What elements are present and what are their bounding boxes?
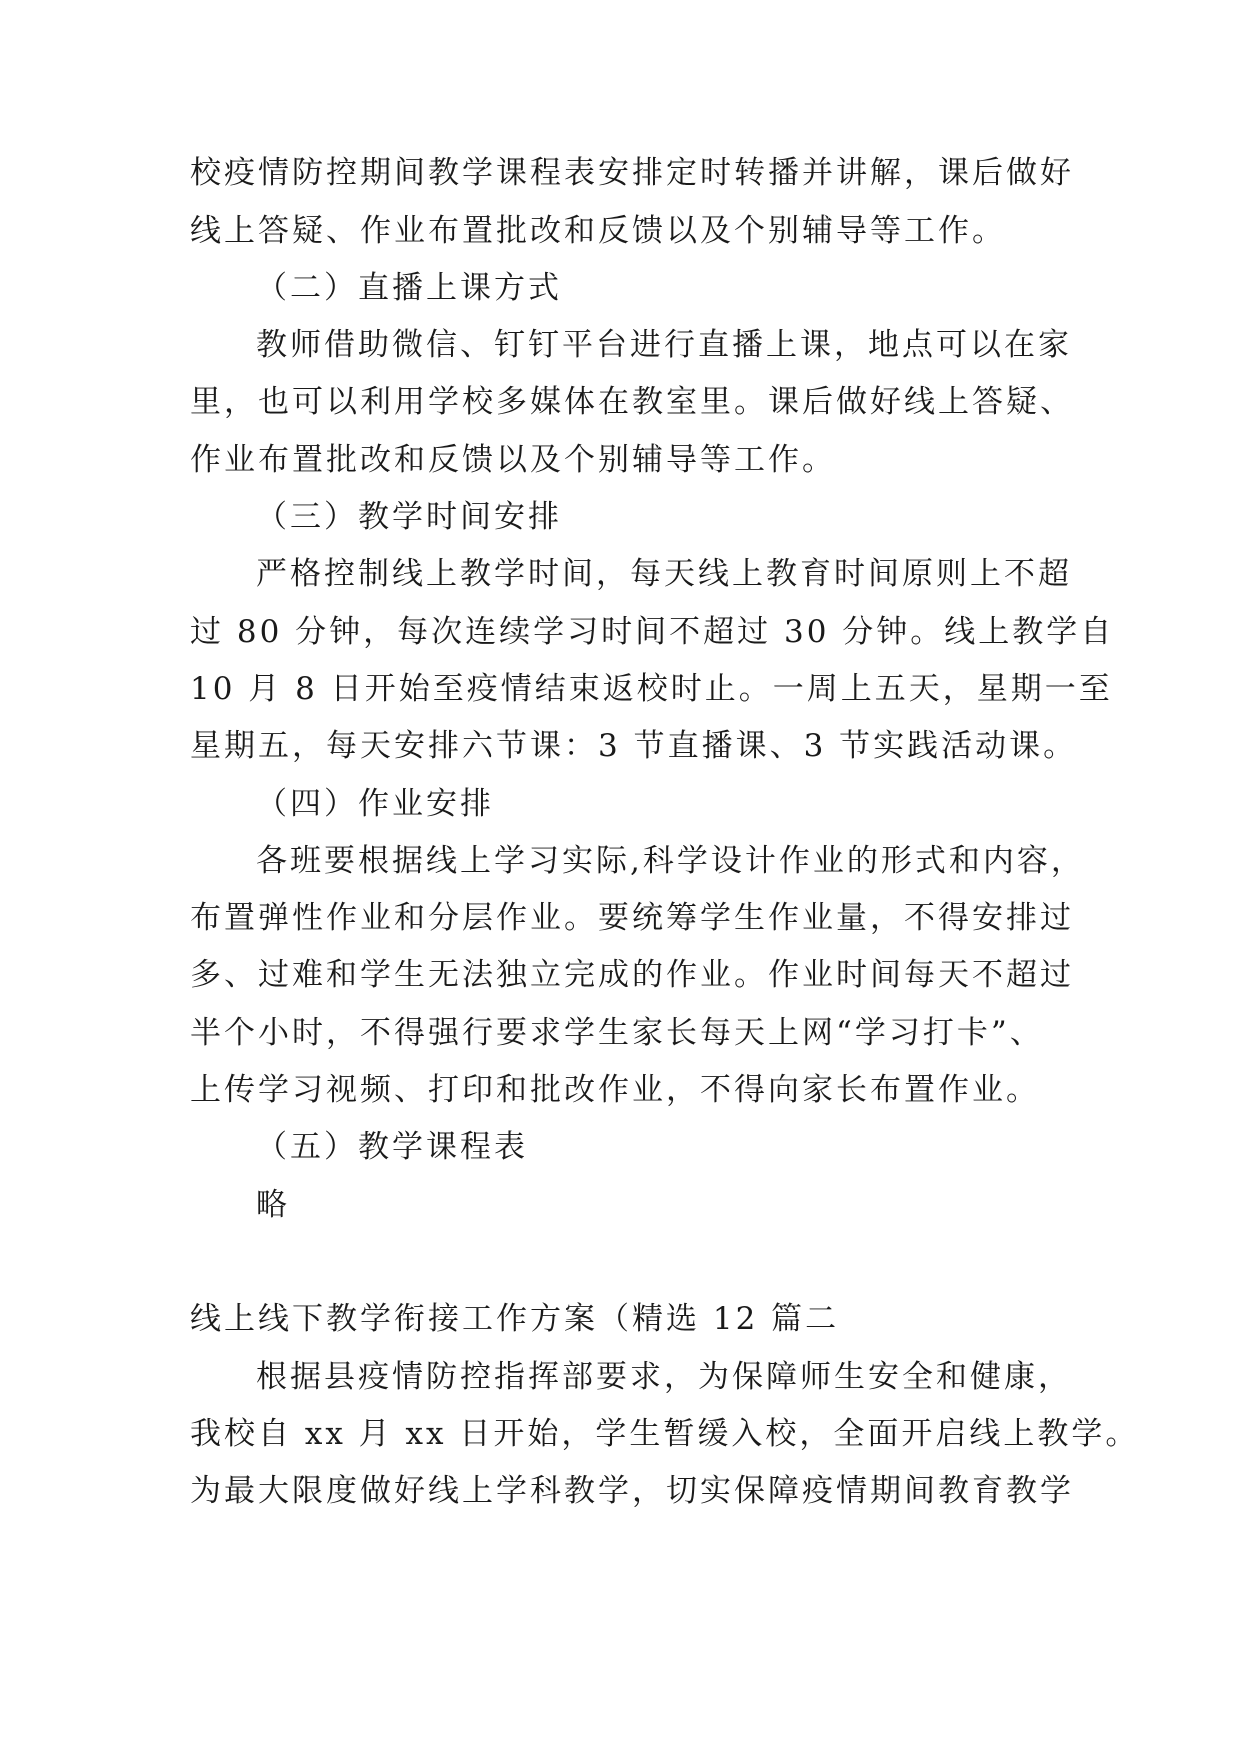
body-text-line: 过 80 分钟，每次连续学习时间不超过 30 分钟。线上教学自 — [190, 614, 1115, 650]
section-heading-5: （五）教学课程表 — [256, 1129, 528, 1165]
section-heading-4: （四）作业安排 — [256, 786, 494, 822]
body-text-line: 多、过难和学生无法独立完成的作业。作业时间每天不超过 — [190, 957, 1074, 993]
body-text-line: 作业布置批改和反馈以及个别辅导等工作。 — [190, 442, 836, 478]
body-text-line: 为最大限度做好线上学科教学，切实保障疫情期间教育教学 — [190, 1473, 1074, 1509]
body-text-line: 我校自 xx 月 xx 日开始，学生暂缓入校，全面开启线上教学。 — [190, 1416, 1140, 1452]
body-text-line: 上传学习视频、打印和批改作业，不得向家长布置作业。 — [190, 1072, 1040, 1108]
body-text-line: 各班要根据线上学习实际,科学设计作业的形式和内容， — [256, 843, 1085, 879]
body-text-line: 线上答疑、作业布置批改和反馈以及个别辅导等工作。 — [190, 213, 1006, 249]
body-text-line: 布置弹性作业和分层作业。要统筹学生作业量，不得安排过 — [190, 900, 1074, 936]
body-text-line: 略 — [256, 1187, 290, 1223]
body-text-line: 校疫情防控期间教学课程表安排定时转播并讲解，课后做好 — [190, 155, 1074, 191]
article-heading: 线上线下教学衔接工作方案（精选 12 篇二 — [190, 1301, 840, 1337]
body-text-line: 严格控制线上教学时间，每天线上教育时间原则上不超 — [256, 556, 1072, 592]
body-text-line: 根据县疫情防控指挥部要求，为保障师生安全和健康， — [256, 1359, 1072, 1395]
section-heading-2: （二）直播上课方式 — [256, 270, 562, 306]
body-text-line: 教师借助微信、钉钉平台进行直播上课，地点可以在家 — [256, 327, 1072, 363]
section-heading-3: （三）教学时间安排 — [256, 499, 562, 535]
body-text-line: 里，也可以利用学校多媒体在教室里。课后做好线上答疑、 — [190, 384, 1074, 420]
body-text-line: 星期五，每天安排六节课：3 节直播课、3 节实践活动课。 — [190, 728, 1078, 764]
body-text-line: 半个小时，不得强行要求学生家长每天上网“学习打卡”、 — [190, 1015, 1044, 1051]
body-text-line: 10 月 8 日开始至疫情结束返校时止。一周上五天，星期一至 — [190, 671, 1113, 707]
